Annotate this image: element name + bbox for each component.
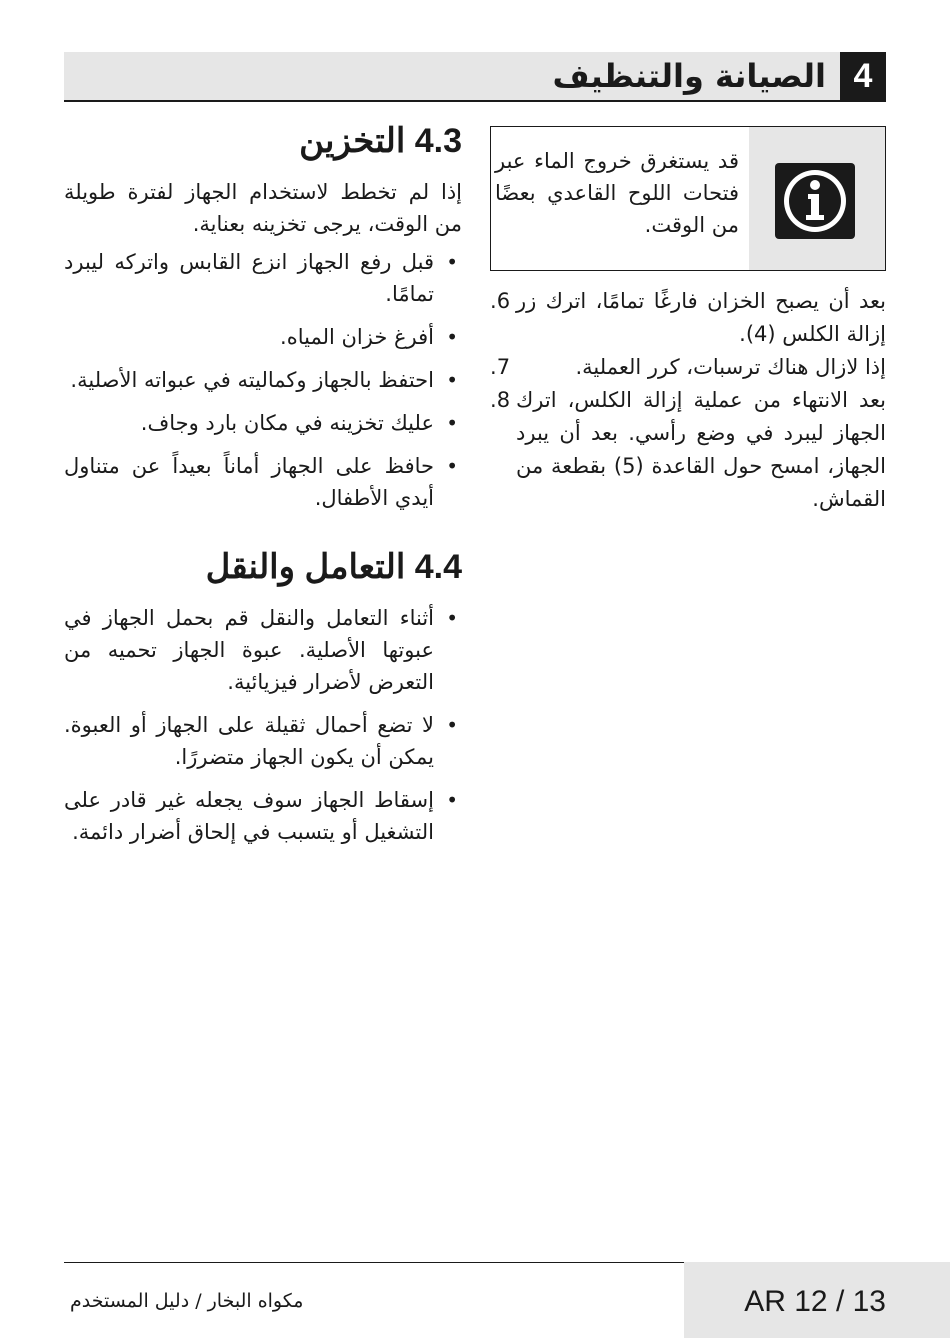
handling-title: التعامل والنقل [205, 548, 406, 586]
bullet-text: أثناء التعامل والنقل قم بحمل الجهاز في عبوتها الأصلية. عبوة الجهاز تحميه من التعرض لأضرار فيزيائية. [64, 606, 434, 694]
bullet-item [64, 450, 462, 514]
bullet-item [64, 407, 462, 439]
storage-title: التخزين [299, 122, 406, 160]
bullet-dot-icon: • [446, 325, 458, 349]
storage-heading [64, 118, 462, 164]
bullet-dot-icon: • [446, 606, 458, 630]
section-number-badge: 4 [840, 52, 886, 100]
handling-number: 4.4 [414, 548, 462, 586]
bullet-text: احتفظ بالجهاز وكماليته في عبواته الأصلية. [70, 368, 434, 392]
footer-divider [64, 1262, 684, 1263]
handling-heading [64, 544, 462, 590]
bullet-dot-icon: • [446, 411, 458, 435]
bullet-dot-icon: • [446, 454, 458, 478]
bullet-text: أفرغ خزان المياه. [280, 325, 434, 349]
bullet-dot-icon: • [446, 788, 458, 812]
bullet-item [64, 784, 462, 848]
document-title: مكواه البخار / دليل المستخدم [70, 1290, 304, 1312]
note-text: قد يستغرق خروج الماء عبر فتحات اللوح القاعدي بعضًا من الوقت. [495, 149, 739, 237]
bullet-dot-icon: • [446, 368, 458, 392]
step-number: 7. [490, 355, 511, 379]
bullet-dot-icon: • [446, 250, 458, 274]
storage-intro: إذا لم تخطط لاستخدام الجهاز لفترة طويلة من الوقت، يرجى تخزينه بعناية. [64, 180, 462, 236]
step-text: بعد الانتهاء من عملية إزالة الكلس، اترك الجهاز ليبرد في وضع رأسي. بعد أن يبرد الجهاز، امسح حول القاعدة (5) بقطعة من القماش. [516, 388, 886, 511]
storage-number: 4.3 [414, 122, 462, 160]
note-box [490, 126, 886, 271]
bullet-text: عليك تخزينه في مكان بارد وجاف. [140, 411, 434, 435]
step-item [490, 384, 886, 516]
section-header [64, 52, 886, 102]
right-column [490, 126, 886, 516]
steps-list [490, 285, 886, 516]
info-icon [775, 163, 855, 239]
bullet-item [64, 364, 462, 396]
bullet-item [64, 602, 462, 698]
handling-bullets [64, 602, 462, 848]
storage-bullets [64, 246, 462, 514]
bullet-text: حافظ على الجهاز أماناً بعيداً عن متناول أيدي الأطفال. [64, 454, 434, 510]
note-icon-area [749, 127, 885, 270]
page-number: AR 12 / 13 [744, 1285, 886, 1318]
step-number: 6. [490, 289, 511, 313]
section-title: الصيانة والتنظيف [552, 57, 826, 95]
step-number: 8. [490, 388, 511, 412]
bullet-item [64, 709, 462, 773]
bullet-item [64, 246, 462, 310]
bullet-text: إسقاط الجهاز سوف يجعله غير قادر على التشغيل أو يتسبب في إلحاق أضرار دائمة. [64, 788, 434, 844]
bullet-text: لا تضع أحمال ثقيلة على الجهاز أو العبوة. يمكن أن يكون الجهاز متضررًا. [64, 713, 434, 769]
step-item [490, 285, 886, 351]
bullet-item [64, 321, 462, 353]
bullet-dot-icon: • [446, 713, 458, 737]
step-text: إذا لازال هناك ترسبات، كرر العملية. [575, 355, 886, 379]
left-column [64, 118, 462, 859]
step-text: بعد أن يصبح الخزان فارغًا تمامًا، اترك زر إزالة الكلس (4). [516, 289, 886, 346]
step-item [490, 351, 886, 384]
bullet-text: قبل رفع الجهاز انزع القابس واتركه ليبرد تمامًا. [64, 250, 434, 306]
